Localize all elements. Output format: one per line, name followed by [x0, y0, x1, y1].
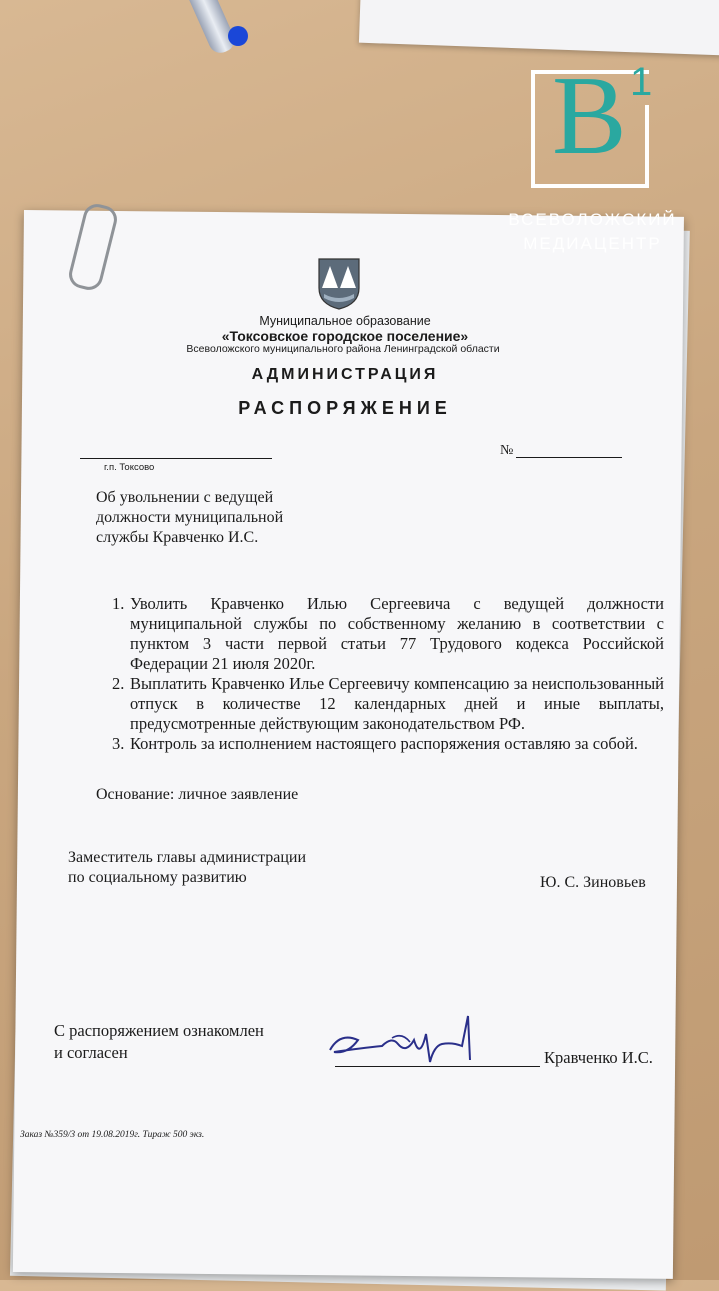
- signatory-title-2: по социальному развитию: [68, 869, 247, 886]
- watermark-line-1: ВСЕВОЛОЖСКИЙ: [508, 210, 677, 229]
- print-order-footer: Заказ №359/3 от 19.08.2019г. Тираж 500 экз.: [20, 1130, 205, 1140]
- pen: [180, 0, 238, 57]
- signatory-title-1: Заместитель главы администрации: [68, 849, 307, 866]
- item-number: 1.: [112, 594, 125, 613]
- subject-line-2: должности муниципальной: [96, 509, 284, 526]
- acknowledgement-line-1: С распоряжением ознакомлен: [54, 1021, 264, 1040]
- number-line: [516, 457, 622, 458]
- item-number: 2.: [112, 674, 125, 693]
- acknowledgement-line-2: и согласен: [54, 1043, 128, 1062]
- subject-line-3: службы Кравченко И.С.: [96, 529, 259, 546]
- order-items: [112, 594, 664, 754]
- date-line: [80, 458, 272, 459]
- handwritten-signature: [322, 1010, 492, 1070]
- watermark-letter: B: [552, 54, 627, 178]
- pen-cap: [228, 26, 248, 46]
- acknowledgement-text: [54, 1020, 264, 1064]
- background-papers: [359, 0, 719, 57]
- watermark-caption: [505, 208, 680, 256]
- watermark-number: 1: [630, 60, 653, 104]
- municipality-line: Муниципальное образование: [259, 314, 431, 328]
- watermark-frame-right: [645, 105, 649, 188]
- basis-line: Основание: личное заявление: [96, 786, 299, 803]
- subject-block: [96, 488, 283, 548]
- acknowledger-name: Кравченко И.С.: [544, 1048, 653, 1067]
- district-line: Всеволожского муниципального района Ленинградской области: [186, 343, 500, 355]
- item-number: 3.: [112, 734, 125, 753]
- document-type-heading: РАСПОРЯЖЕНИЕ: [238, 398, 452, 418]
- item-text: Контроль за исполнением настоящего распоряжения оставляю за собой.: [130, 734, 638, 753]
- subject-line-1: Об увольнении с ведущей: [96, 489, 274, 506]
- settlement-name: «Токсовское городское поселение»: [221, 328, 469, 344]
- place-label: г.п. Токсово: [104, 462, 155, 473]
- item-text: Выплатить Кравченко Илье Сергеевичу компенсацию за неиспользованный отпуск в количестве 12 календарных дней и иные выплаты, предусмотренные действующим законодательством РФ.: [130, 674, 664, 733]
- signatory-title: [68, 848, 306, 888]
- coat-of-arms-icon: [318, 258, 360, 310]
- signatory-name: Ю. С. Зиновьев: [540, 874, 646, 891]
- number-label: №: [500, 443, 514, 458]
- item-text: Уволить Кравченко Илью Сергеевича с ведущей должности муниципальной службы по собственному желанию в соответствии с пунктом 3 части первой статьи 77 Трудового кодекса Российской Федерации 21 июля 2020г.: [130, 594, 664, 673]
- order-item-3: [112, 734, 664, 754]
- watermark-line-2: МЕДИАЦЕНТР: [523, 234, 662, 253]
- administration-heading: АДМИНИСТРАЦИЯ: [251, 366, 439, 383]
- order-item-2: [112, 674, 664, 734]
- order-item-1: [112, 594, 664, 674]
